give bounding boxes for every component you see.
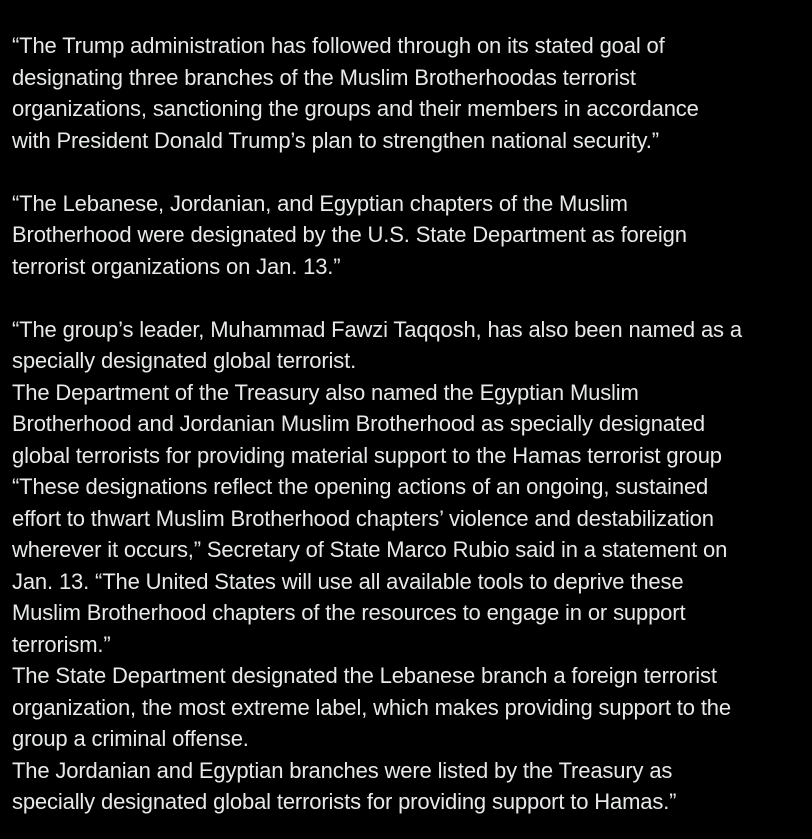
text-line: The State Department designated the Lebanese branch a foreign terrorist <box>12 663 717 688</box>
text-line: terrorist organizations on Jan. 13.” <box>12 253 341 279</box>
paragraph-1 <box>12 30 812 156</box>
text-line: The Department of the Treasury also named the Egyptian Muslim <box>12 379 639 405</box>
text-line: specially designated global terrorist. <box>12 348 357 373</box>
paragraph-spacer <box>12 156 812 188</box>
text-line: designating three branches of the Muslim Brotherhoodas terrorist <box>12 64 636 90</box>
text-line: specially designated global terrorists for providing support to Hamas.” <box>12 789 677 814</box>
text-line: Brotherhood and Jordanian Muslim Brotherhood as specially designated <box>12 411 706 436</box>
text-line: wherever it occurs,” Secretary of State Marco Rubio said in a statement on <box>12 537 728 562</box>
text-line: organizations, sanctioning the groups and their members in accordance <box>12 96 699 121</box>
text-line: organization, the most extreme label, which makes providing support to the <box>12 694 731 720</box>
text-line: The Jordanian and Egyptian branches were listed by the Treasury as <box>12 757 673 783</box>
text-line: “These designations reflect the opening actions of an ongoing, sustained <box>12 474 709 499</box>
text-line: Jan. 13. “The United States will use all available tools to deprive these <box>12 568 684 594</box>
text-line: Muslim Brotherhood chapters of the resources to engage in or support <box>12 600 686 625</box>
text-line: “The Trump administration has followed through on its stated goal of <box>12 33 665 58</box>
text-line: with President Donald Trump’s plan to strengthen national security.” <box>12 127 659 153</box>
text-line: group a criminal offense. <box>12 726 249 751</box>
text-line: Brotherhood were designated by the U.S. State Department as foreign <box>12 222 687 247</box>
text-line: “The group’s leader, Muhammad Fawzi Taqqosh, has also been named as a <box>12 316 742 342</box>
text-line: global terrorists for providing material support to the Hamas terrorist group <box>12 442 722 468</box>
quoted-text-block <box>12 30 812 818</box>
paragraph-2 <box>12 188 812 283</box>
text-line: effort to thwart Muslim Brotherhood chapters’ violence and destabilization <box>12 505 714 531</box>
paragraph-3 <box>12 314 812 818</box>
text-line: “The Lebanese, Jordanian, and Egyptian chapters of the Muslim <box>12 190 628 216</box>
paragraph-spacer <box>12 282 812 314</box>
text-line: terrorism.” <box>12 631 111 657</box>
